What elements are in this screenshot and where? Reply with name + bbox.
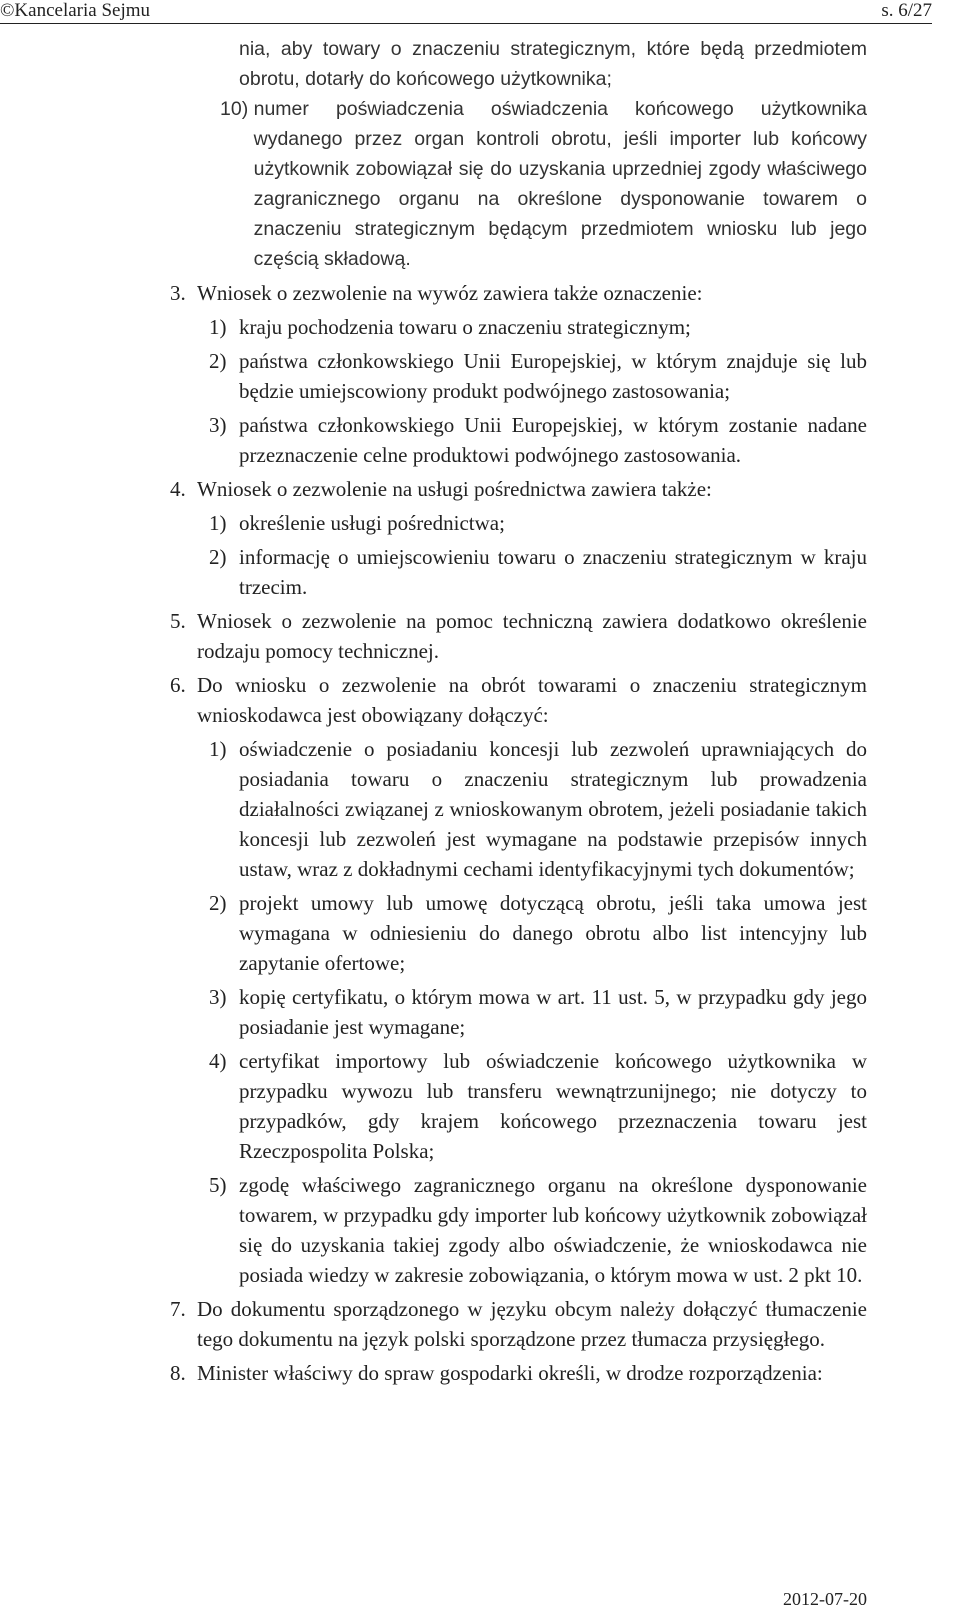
point-number: 1) [209,737,227,761]
section-3-number: 3. [170,281,186,305]
section-7 [170,1294,867,1354]
header-publisher: ©Kancelaria Sejmu [0,0,151,21]
section-6-point-3 [209,982,867,1042]
point-number: 1) [209,511,227,535]
section-8 [170,1358,867,1388]
section-6 [170,670,867,730]
point-number: 5) [209,1173,227,1197]
section-6-text: Do wniosku o zezwolenie na obrót towarami o znaczeniu strategicznym wnioskodawca jest obowiązany dołączyć: [197,673,867,727]
footer-date: 2012-07-20 [783,1589,867,1609]
point-number: 3) [209,413,227,437]
section-3 [170,278,867,308]
point-text: państwa członkowskiego Unii Europejskiej, w którym zostanie nadane przeznaczenie celne produktowi podwójnego zastosowania. [239,413,867,467]
section-8-number: 8. [170,1361,186,1385]
section-7-number: 7. [170,1297,186,1321]
section-6-point-4 [209,1046,867,1166]
section-6-point-2 [209,888,867,978]
point-number: 3) [209,985,227,1009]
section-3-point-2 [209,346,867,406]
item-10 [220,94,867,274]
section-7-text: Do dokumentu sporządzonego w języku obcym należy dołączyć tłumaczenie tego dokumentu na język polski sporządzone przez tłumacza przysięgłego. [197,1297,867,1351]
point-number: 2) [209,545,227,569]
point-text: zgodę właściwego zagranicznego organu na określone dysponowanie towarem, w przypadku gdy importer lub końcowy użytkownik zobowiązał się do uzyskania takiej zgody albo oświadczenie, że wnioskodawca nie posiada wiedzy w zakresie zobowiązania, o którym mowa w ust. 2 pkt 10. [239,1173,867,1287]
section-3-point-1 [209,312,867,342]
point-number: 1) [209,315,227,339]
section-4-text: Wniosek o zezwolenie na usługi pośrednictwa zawiera także: [197,477,712,501]
section-6-number: 6. [170,673,186,697]
point-text: oświadczenie o posiadaniu koncesji lub zezwoleń uprawniających do posiadania towaru o znaczeniu strategicznym lub prowadzenia działalności związanej z wnioskowanym obrotem, jeżeli posiadanie takich koncesji lub zezwoleń jest wymagane na podstawie przepisów innych ustaw, wraz z dokładnymi cechami identyfikacyjnymi tych dokumentów; [239,737,867,881]
point-text: państwa członkowskiego Unii Europejskiej, w którym znajduje się lub będzie umiejscowiony produkt podwójnego zastosowania; [239,349,867,403]
point-number: 2) [209,891,227,915]
point-text: informację o umiejscowieniu towaru o znaczeniu strategicznym w kraju trzecim. [239,545,867,599]
section-4-point-1 [209,508,867,538]
header-divider [0,23,932,24]
section-5 [170,606,867,666]
intro-continuation: nia, aby towary o znaczeniu strategicznym, które będą przedmiotem obrotu, dotarły do końcowego użytkownika; [239,38,867,90]
item-10-text: numer poświadczenia oświadczenia końcowego użytkownika wydanego przez organ kontroli obrotu, jeśli importer lub końcowy użytkownik zobowiązał się do uzyskania uprzedniej zgody właściwego zagranicznego organu na określone dysponowanie towarem o znaczeniu strategicznym będącym przedmiotem wniosku lub jego częścią składową. [253,98,867,270]
point-text: określenie usługi pośrednictwa; [239,511,505,535]
section-3-point-3 [209,410,867,470]
point-text: projekt umowy lub umowę dotyczącą obrotu, jeśli taka umowa jest wymagana w odniesieniu do danego obrotu albo list intencyjny lub zapytanie ofertowe; [239,891,867,975]
section-6-point-5 [209,1170,867,1290]
section-5-number: 5. [170,609,186,633]
point-number: 4) [209,1049,227,1073]
section-4-number: 4. [170,477,186,501]
item-10-number: 10) [220,98,254,120]
point-text: kopię certyfikatu, o którym mowa w art. 11 ust. 5, w przypadku gdy jego posiadanie jest wymagane; [239,985,867,1039]
section-6-point-1 [209,734,867,884]
section-8-text: Minister właściwy do spraw gospodarki określi, w drodze rozporządzenia: [197,1361,823,1385]
document-body [0,34,960,1388]
section-4 [170,474,867,504]
section-4-point-2 [209,542,867,602]
point-number: 2) [209,349,227,373]
section-5-text: Wniosek o zezwolenie na pomoc techniczną zawiera dodatkowo określenie rodzaju pomocy technicznej. [197,609,867,663]
page-number: s. 6/27 [881,0,932,21]
point-text: certyfikat importowy lub oświadczenie końcowego użytkownika w przypadku wywozu lub transferu wewnątrzunijnego; nie dotyczy to przypadków, gdy krajem końcowego przeznaczenia towaru jest Rzeczpospolita Polska; [239,1049,867,1163]
point-text: kraju pochodzenia towaru o znaczeniu strategicznym; [239,315,691,339]
section-3-text: Wniosek o zezwolenie na wywóz zawiera także oznaczenie: [197,281,703,305]
